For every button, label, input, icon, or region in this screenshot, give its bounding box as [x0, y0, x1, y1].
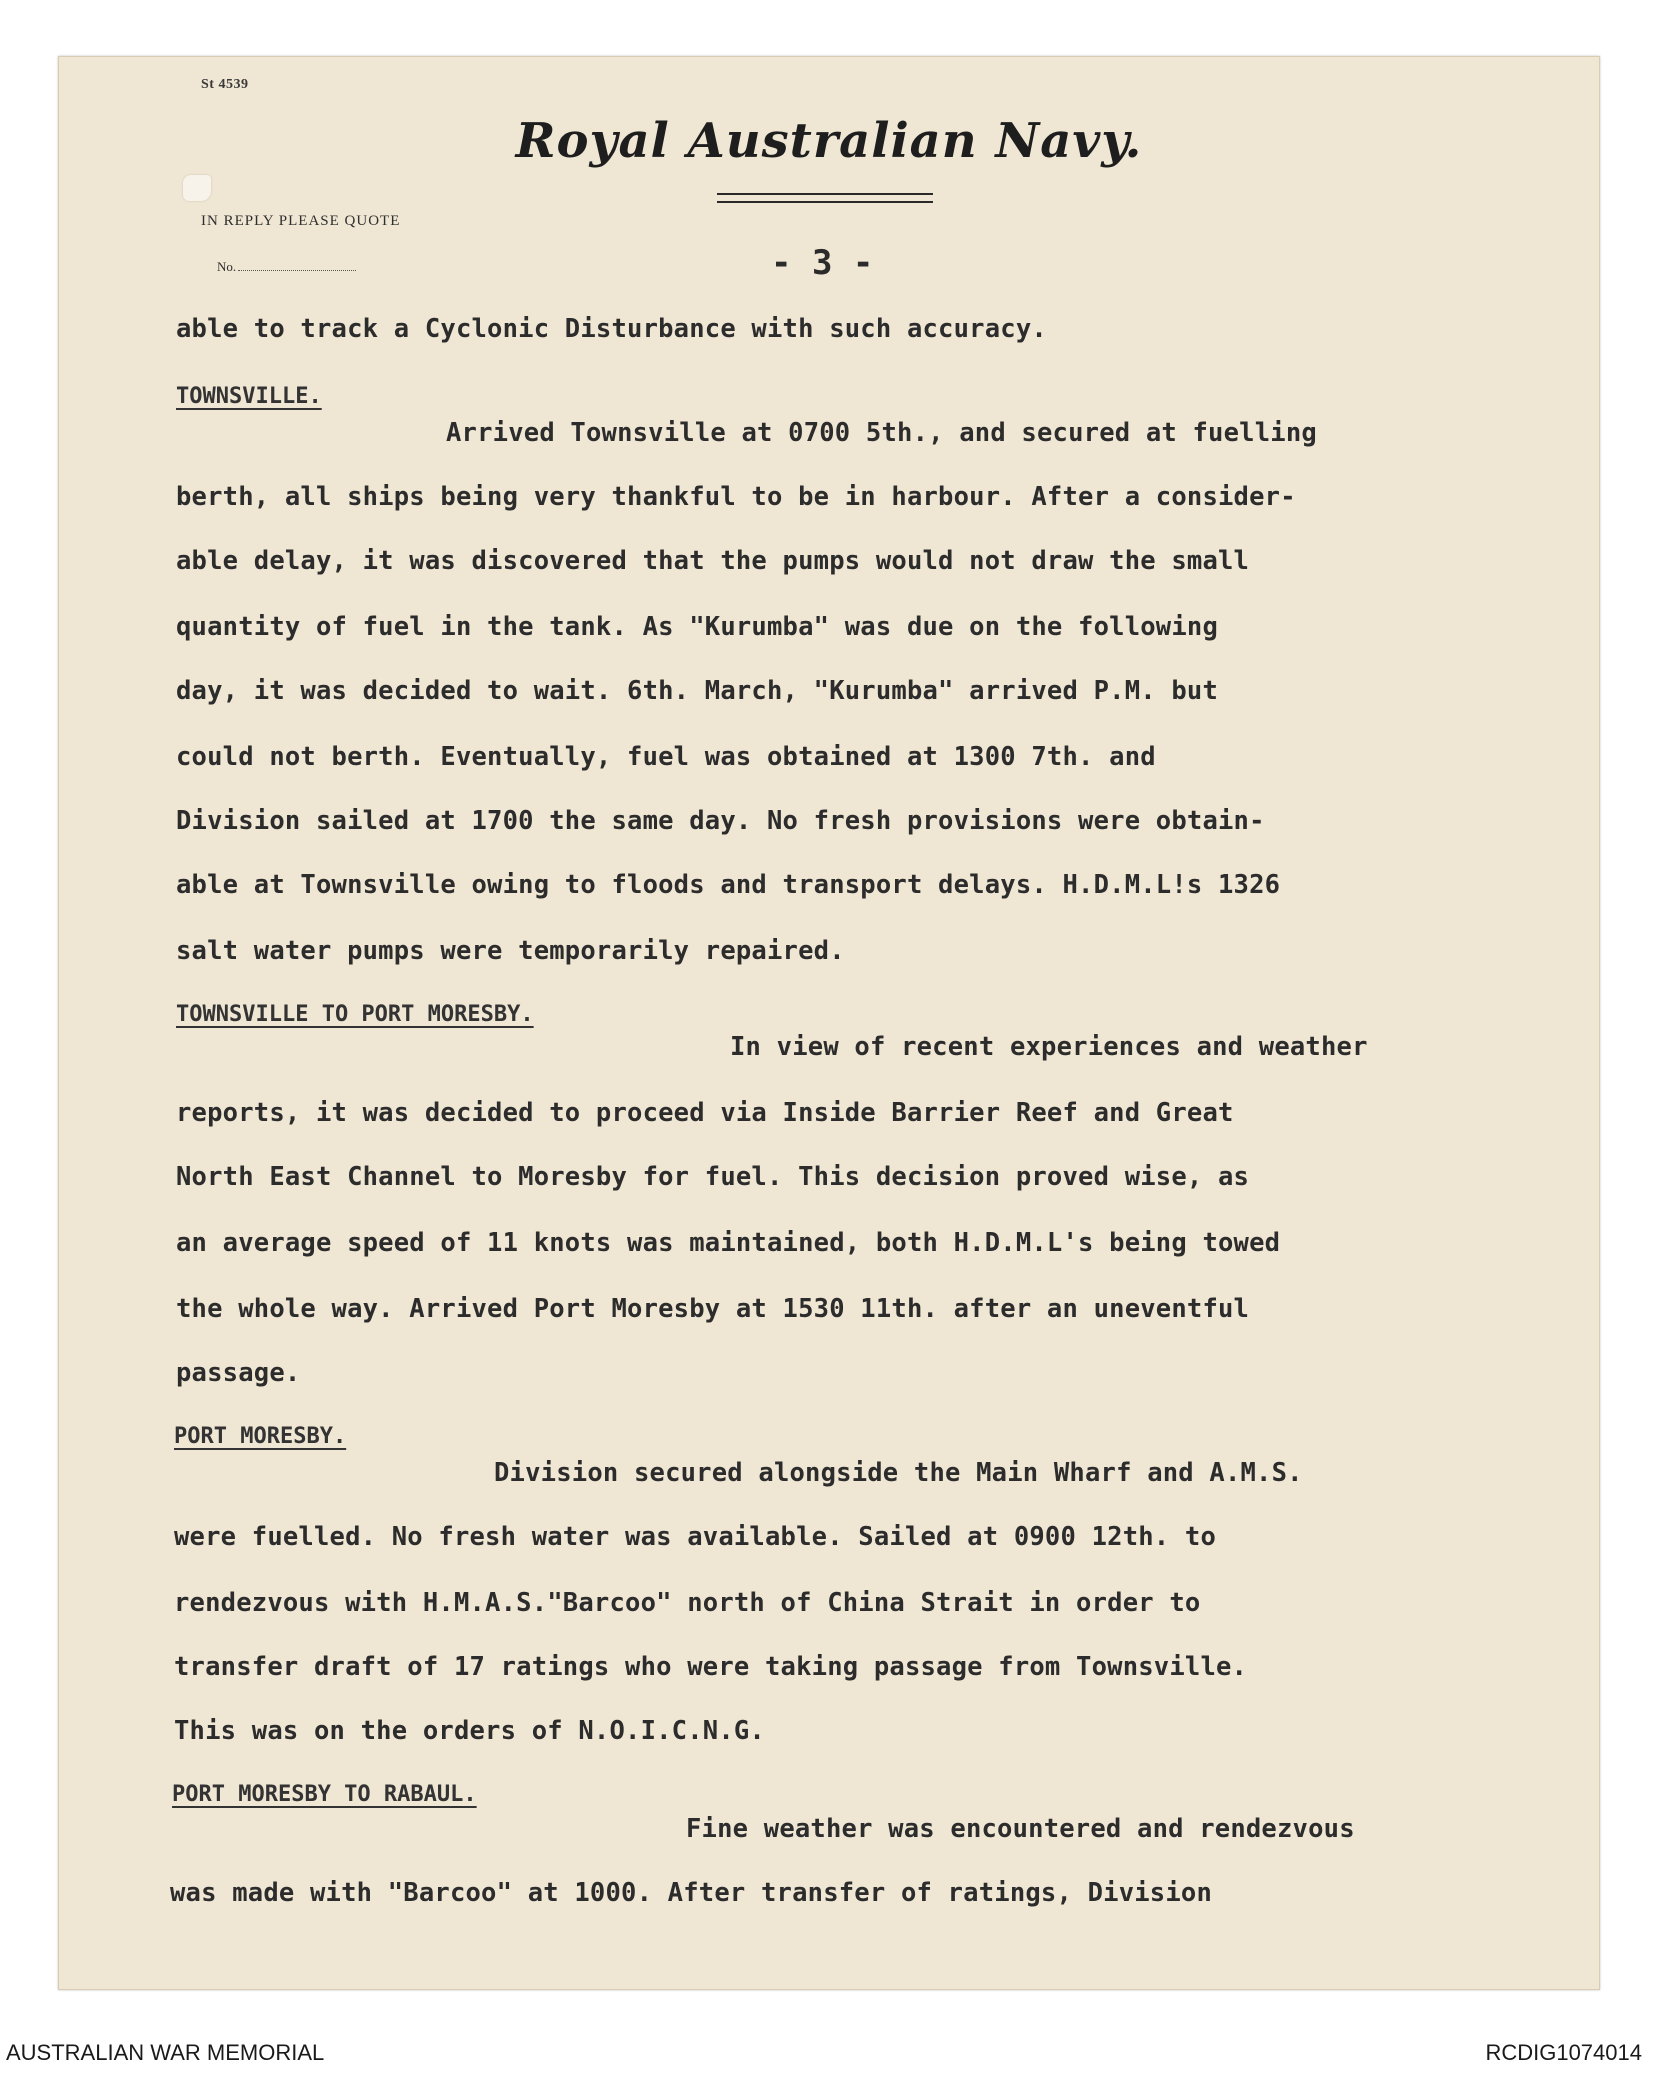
body-line: able to track a Cyclonic Disturbance with such accuracy.: [176, 314, 1047, 344]
reference-number-blank: [238, 260, 356, 271]
page-number: - 3 -: [771, 243, 874, 283]
body-line: Division secured alongside the Main Wharf and A.M.S.: [494, 1458, 1303, 1488]
body-line: berth, all ships being very thankful to be in harbour. After a consider-: [176, 482, 1296, 512]
letterhead-rule: [717, 193, 933, 195]
letterhead-title: Royal Australian Navy.: [515, 113, 1143, 169]
body-line: In view of recent experiences and weather: [730, 1032, 1368, 1062]
body-line: transfer draft of 17 ratings who were taking passage from Townsville.: [174, 1652, 1248, 1682]
body-line: North East Channel to Moresby for fuel. This decision proved wise, as: [176, 1162, 1250, 1192]
body-line: was made with "Barcoo" at 1000. After transfer of ratings, Division: [170, 1878, 1213, 1908]
body-line: Fine weather was encountered and rendezvous: [686, 1814, 1355, 1844]
reply-quote-label: IN REPLY PLEASE QUOTE: [201, 213, 401, 229]
body-line: salt water pumps were temporarily repaired.: [176, 936, 845, 966]
body-line: were fuelled. No fresh water was available. Sailed at 0900 12th. to: [174, 1522, 1217, 1552]
letterhead-rule: [717, 201, 933, 203]
body-line: could not berth. Eventually, fuel was obtained at 1300 7th. and: [176, 742, 1156, 772]
body-line: rendezvous with H.M.A.S."Barcoo" north of China Strait in order to: [174, 1588, 1201, 1618]
body-line: quantity of fuel in the tank. As "Kurumba" was due on the following: [176, 612, 1219, 642]
footer-record-id: RCDIG1074014: [1485, 2040, 1642, 2065]
body-line: Arrived Townsville at 0700 5th., and secured at fuelling: [446, 418, 1317, 448]
body-line: This was on the orders of N.O.I.C.N.G.: [174, 1716, 765, 1746]
stamp-number: St 4539: [201, 77, 249, 92]
section-heading: TOWNSVILLE TO PORT MORESBY.: [176, 1002, 534, 1027]
body-line: Division sailed at 1700 the same day. No fresh provisions were obtain-: [176, 806, 1265, 836]
body-line: the whole way. Arrived Port Moresby at 1530 11th. after an uneventful: [176, 1294, 1250, 1324]
punch-hole: [183, 175, 211, 201]
section-heading: PORT MORESBY TO RABAUL.: [172, 1782, 477, 1807]
body-line: an average speed of 11 knots was maintained, both H.D.M.L's being towed: [176, 1228, 1281, 1258]
body-line: reports, it was decided to proceed via Inside Barrier Reef and Great: [176, 1098, 1234, 1128]
reference-number: [217, 259, 356, 275]
body-line: day, it was decided to wait. 6th. March, "Kurumba" arrived P.M. but: [176, 676, 1219, 706]
reference-number-label: No.: [217, 259, 237, 274]
body-line: able delay, it was discovered that the pumps would not draw the small: [176, 546, 1250, 576]
body-line: able at Townsville owing to floods and transport delays. H.D.M.L!s 1326: [176, 870, 1281, 900]
section-heading: TOWNSVILLE.: [176, 384, 322, 409]
footer-credit: AUSTRALIAN WAR MEMORIAL: [6, 2040, 325, 2065]
section-heading: PORT MORESBY.: [174, 1424, 347, 1449]
body-line: passage.: [176, 1358, 301, 1388]
